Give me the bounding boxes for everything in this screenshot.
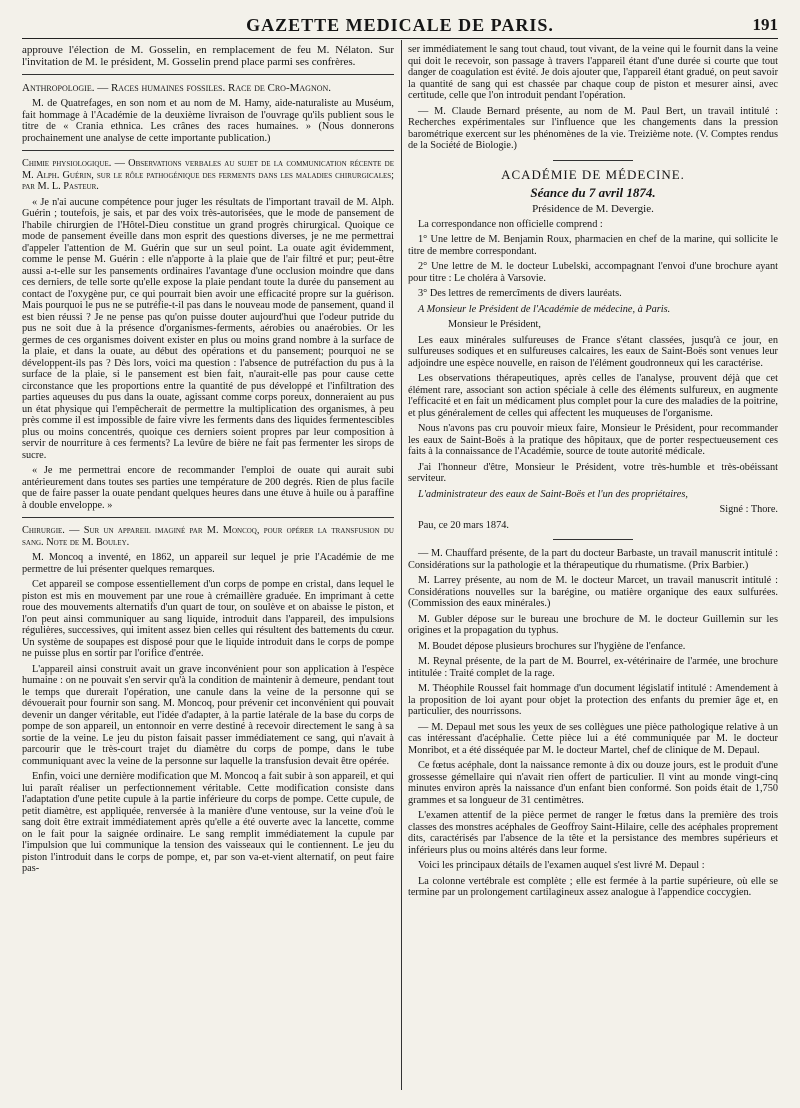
short-divider xyxy=(553,160,633,161)
letter-paragraph-2: Les observations thérapeutiques, après celles de l'analyse, prouvent déjà que cet élément rare, associant son action spéciale à celle des éléments sulfureux, en augmente l'efficacité et en fait un médicament plus complet pour la cure des maladies de la poitrine, et plus généralement de celles qui affectent les muqueuses de l'organisme. xyxy=(408,373,778,419)
section-divider xyxy=(22,150,394,151)
paragraph-moncoq-2: Cet appareil se compose essentiellement d'un corps de pompe en cristal, dans lequel le piston est mis en mouvement par une roue à crémaillère graduée. En imprimant à cette roue des mouvements alternatifs d'un quart de tour, on soulève et on abaisse le piston, et l'on peut ainsi communiquer au sang liquide, introduit dans l'appareil, des impulsions régulières, successives, qui imitent assez bien celles qui résultent des battements du cœur. Un système de soupapes est disposé pour que le liquide introduit dans le corps de pompe ne puisse plus en sortir par l'orifice d'entrée. xyxy=(22,579,394,659)
section-divider xyxy=(22,517,394,518)
right-column xyxy=(408,44,778,1098)
heading-chimie: Chimie physiologique. — Observations verbales au sujet de la communication récente de M. Alph. Guérin, sur le rôle pathogénique des ferments dans les maladies chirurgicales; par M. L. Pasteur. xyxy=(22,158,394,192)
page-header xyxy=(22,14,778,39)
short-divider xyxy=(553,539,633,540)
paragraph-depaul-2: Ce fœtus acéphale, dont la naissance remonte à dix ou douze jours, est le produit d'une grossesse gémellaire qui n'avait rien offert de particulier. Il vint au monde vingt-cinq minutes environ après la naissance d'un enfant bien conformé. Son poids était de 1,750 grammes et sa longueur de 31 centimètres. xyxy=(408,760,778,806)
note-reynal: M. Reynal présente, de la part de M. Bourrel, ex-vétérinaire de l'armée, une brochure intitulée : Traité complet de la rage. xyxy=(408,656,778,679)
paragraph-depaul-5: La colonne vertébrale est complète ; elle est fermée à la partie supérieure, où elle se termine par un prolongement cartilagineux assez analogue à l'appendice coccygien. xyxy=(408,875,778,898)
letter-paragraph-3: Nous n'avons pas cru pouvoir mieux faire, Monsieur le Président, pour recommander les eaux de Saint-Boës à la pratique des hôpitaux, que de porter respectueusement ces faits à la connaissance de l'Académie, source de toute autorité médicale. xyxy=(408,423,778,457)
note-larrey: M. Larrey présente, au nom de M. le docteur Marcet, un travail manuscrit intitulé : Considérations nouvelles sur la barégine, ou matière organique des eaux sulfurées. (Commission des eaux minérales.) xyxy=(408,575,778,609)
paragraph-moncoq-4: Enfin, voici une dernière modification que M. Moncoq a fait subir à son appareil, et qui lui paraît réaliser un perfectionnement véritable. Cette modification consiste dans l'adaptation d'une petite cupule à la partie inférieure du corps de pompe. Cette cupule, de petit diamètre, est appliquée, renversée à la manière d'une ventouse, sur la veine d'où le sang doit être extrait immédiatement après qu'elle a été ouverte avec la lancette, comme on le fait pour la saignée ordinaire. Le sang remplit immédiatement la cupule par l'impulsion que lui communique la tension des vaisseaux qui le contiennent. Le jeu du piston l'introduit dans le corps de pompe, et, par son va-et-vient alternatif, on peut faire pas- xyxy=(22,771,394,874)
letter-date: Pau, ce 20 mars 1874. xyxy=(418,519,509,531)
seance-date: Séance du 7 avril 1874. xyxy=(530,184,656,200)
column-divider xyxy=(401,40,402,1090)
heading-chirurgie: Chirurgie. — Sur un appareil imaginé par M. Moncoq, pour opérer la transfusion du sang. Note de M. Bouley. xyxy=(22,525,394,548)
correspondance-item-3: 3° Des lettres de remercîments de divers lauréats. xyxy=(418,288,622,299)
note-roussel: M. Théophile Roussel fait hommage d'un document législatif intitulé : Amendement à la proposition de loi ayant pour objet la protection des enfants du premier âge et, en particulier, des nourrissons. xyxy=(408,683,778,717)
paragraph-depaul-3: L'examen attentif de la pièce permet de ranger le fœtus dans la première des trois classes des monstres acéphales de Geoffroy Saint-Hilaire, celle des acéphales proprement dits, caractérisés par l'absence de la tête et la persistance des membres supérieurs et inférieurs plus ou moins altérés dans leur forme. xyxy=(408,810,778,856)
letter-paragraph-4: J'ai l'honneur d'être, Monsieur le Président, votre très-humble et très-obéissant serviteur. xyxy=(408,461,778,484)
letter-salutation: Monsieur le Président, xyxy=(448,319,541,330)
paragraph-transfusion-end: ser immédiatement le sang tout chaud, tout vivant, de la veine qui le fournit dans la veine qui doit le recevoir, son passage à travers l'appareil étant d'une durée si courte que tout danger de coagulation est évité. Je dois ajouter que, l'appareil étant gradué, on peut savoir la quantité de sang qui est chassée par chaque coup de piston et mesurer ainsi, avec certitude, celle que l'on introduit pendant l'opération. xyxy=(408,44,778,101)
note-gubler: M. Gubler dépose sur le bureau une brochure de M. le docteur Guillemin sur les origines et la propagation du typhus. xyxy=(408,613,778,636)
presidence: Présidence de M. Devergie. xyxy=(532,202,654,215)
journal-title: GAZETTE MEDICALE DE PARIS. xyxy=(246,15,554,35)
correspondance-item-2: 2° Une lettre de M. le docteur Lubelski, accompagnant l'envoi d'une brochure ayant pour titre : Le choléra à Varsovie. xyxy=(408,261,778,284)
paragraph-pasteur-1: « Je n'ai aucune compétence pour juger les résultats de l'important travail de M. Alph. Guérin ; toutefois, je sais, et par des voix très-autorisées, que le mode de pansement de l'habile chirurgien de l'Hôtel-Dieu constitue un grand progrès chirurgical. Quoique ce mode de pansement éveille dans mon esprit des questions diverses, je ne me permettrai d'appeler l'attention de M. Guérin que sur un seul point. La ouate agit évidemment, comme le pense M. Guérin : elle n'apporte à la plaie que de l'air filtré et pur; peut-être aussi a-t-elle sur les pansements ordinaires l'avantage d'une occlusion moindre que dans ces derniers, de telle sorte qu'elle expose la plaie pendant toute la durée du pansement au contact de l'oxygène pur, ce qui pourrait bien avoir une efficacité propre sur la guérison. Mais pourquoi le pus ne se putréfie-t-il pas dans le nouveau mode de pansement, quand il est bien réussi ? Je ne pense pas qu'on puisse douter aujourd'hui que l'odeur putride du pus ne soit due à la présence d'organismes-ferments, aérobies ou anaérobies. Or les germes de ces organismes doivent exister en plus ou moins grand nombre à la surface de la plaie, et dans la ouate, au début des opérations et du pansement; pourquoi ne se développent-ils pas ? Dès lors, voici ma question : l'absence de putréfaction du pus à la surface de la plaie, si le pansement est bien fait, n'aurait-elle pas pour cause cette circonstance que les proportions entre la quantité de pus développé et l'infiltration des parties aqueuses du pus dans la ouate, agissant comme corps poreux, donneraient au pus un état physique qui l'empêcherait de permettre la multiplication des organismes, à peu près comme il est impossible de faire vivre les ferments dans des liquides fermentescibles plus ou moins concentrés, quoique ces derniers soient propres par leur composition à servir de nourriture à ces ferments? La levûre de bière ne fait pas fermenter les sirops de sucre. xyxy=(22,196,394,461)
heading-anthropologie: Anthropologie. — Races humaines fossiles. Race de Cro-Magnon. xyxy=(22,82,332,94)
letter-paragraph-1: Les eaux minérales sulfureuses de France s'étant classées, jusqu'à ce jour, en sulfureuses sodiques et en sulfureuses calcaires, les eaux de Saint-Boës sont venues leur adjoindre une espèce nouvelle, en raison de l'élément goudronneux qui les caractérise. xyxy=(408,334,778,369)
left-column xyxy=(22,44,394,1098)
letter-heading: A Monsieur le Président de l'Académie de médecine, à Paris. xyxy=(418,303,671,315)
page-number: 191 xyxy=(752,15,778,34)
letter-signature-line: L'administrateur des eaux de Saint-Boës et l'un des propriétaires, xyxy=(418,488,688,500)
paragraph-depaul-1: — M. Depaul met sous les yeux de ses collègues une pièce pathologique relative à un cas intéressant d'acéphalie. Cette pièce lui a été communiquée par M. le docteur Monribot, et a été disséquée par M. le docteur Martel, chef de clinique de M. Depaul. xyxy=(408,721,778,756)
paragraph-moncoq-1: M. Moncoq a inventé, en 1862, un appareil sur lequel je prie l'Académie de me permettre de lui présenter quelques remarques. xyxy=(22,552,394,575)
note-chauffard: — M. Chauffard présente, de la part du docteur Barbaste, un travail manuscrit intitulé : Considérations sur la pathologie et la thérapeutique du rhumatisme. (Prix Barbier.) xyxy=(408,548,778,571)
academie-title: ACADÉMIE DE MÉDECINE. xyxy=(501,166,685,182)
paragraph-election: approuve l'élection de M. Gosselin, en remplacement de feu M. Nélaton. Sur l'invitation de M. le président, M. Gosselin prend place parmi ses confrères. xyxy=(22,44,394,68)
note-boudet: M. Boudet dépose plusieurs brochures sur l'hygiène de l'enfance. xyxy=(418,640,686,652)
paragraph-claude-bernard: — M. Claude Bernard présente, au nom de M. Paul Bert, un travail intitulé : Recherches expérimentales sur l'influence que les changements dans la pression barométrique exercent sur les phénomènes de la vie. Treizième note. (V. Comptes rendus de la Société de Biologie.) xyxy=(408,105,778,151)
paragraph-quatrefages: M. de Quatrefages, en son nom et au nom de M. Hamy, aide-naturaliste au Muséum, fait hommage à l'Académie de la deuxième livraison de l'ouvrage qu'ils publient sous le titre de « Crania ethnica. Les crânes des races humaines. » (Nous donnerons prochainement une analyse de cette importante publication.) xyxy=(22,98,394,144)
correspondance-item-1: 1° Une lettre de M. Benjamin Roux, pharmacien en chef de la marine, qui sollicite le titre de membre correspondant. xyxy=(408,234,778,257)
section-divider xyxy=(22,74,394,75)
paragraph-depaul-4: Voici les principaux détails de l'examen auquel s'est livré M. Depaul : xyxy=(418,860,705,871)
letter-signed: Signé : Thore. xyxy=(719,504,778,515)
paragraph-moncoq-3: L'appareil ainsi construit avait un grave inconvénient pour son application à l'espèce humaine : on ne pouvait s'en servir qu'à la condition de maintenir à demeure, pendant tout le temps que durerait l'opération, une canule dans la veine de la personne qui se dévouerait pour fournir son sang. M. Moncoq, pour prévenir cet inconvénient qui pouvait devenir un danger véritable, eut l'idée d'adapter, à la partie latérale de la base du corps de pompe de son appareil, un entonnoir en verre destiné à recevoir directement le sang à sa sortie de la veine. Le jeu du piston faisait passer immédiatement ce sang, qui n'avait à parcourir que le très-court trajet du diamètre du corps de pompe, dans le tube communiquant avec la veine de la personne sur laquelle la transfusion devait être opérée. xyxy=(22,663,394,767)
correspondance-intro: La correspondance non officielle comprend : xyxy=(418,218,603,230)
paragraph-pasteur-2: « Je me permettrai encore de recommander l'emploi de ouate qui aurait subi antérieurement dans toutes ses parties une température de 200 degrés. Rien de plus facile que de faire passer la ouate pendant quelques heures dans une étuve à huile ou à paraffine à double enveloppe. » xyxy=(22,465,394,511)
